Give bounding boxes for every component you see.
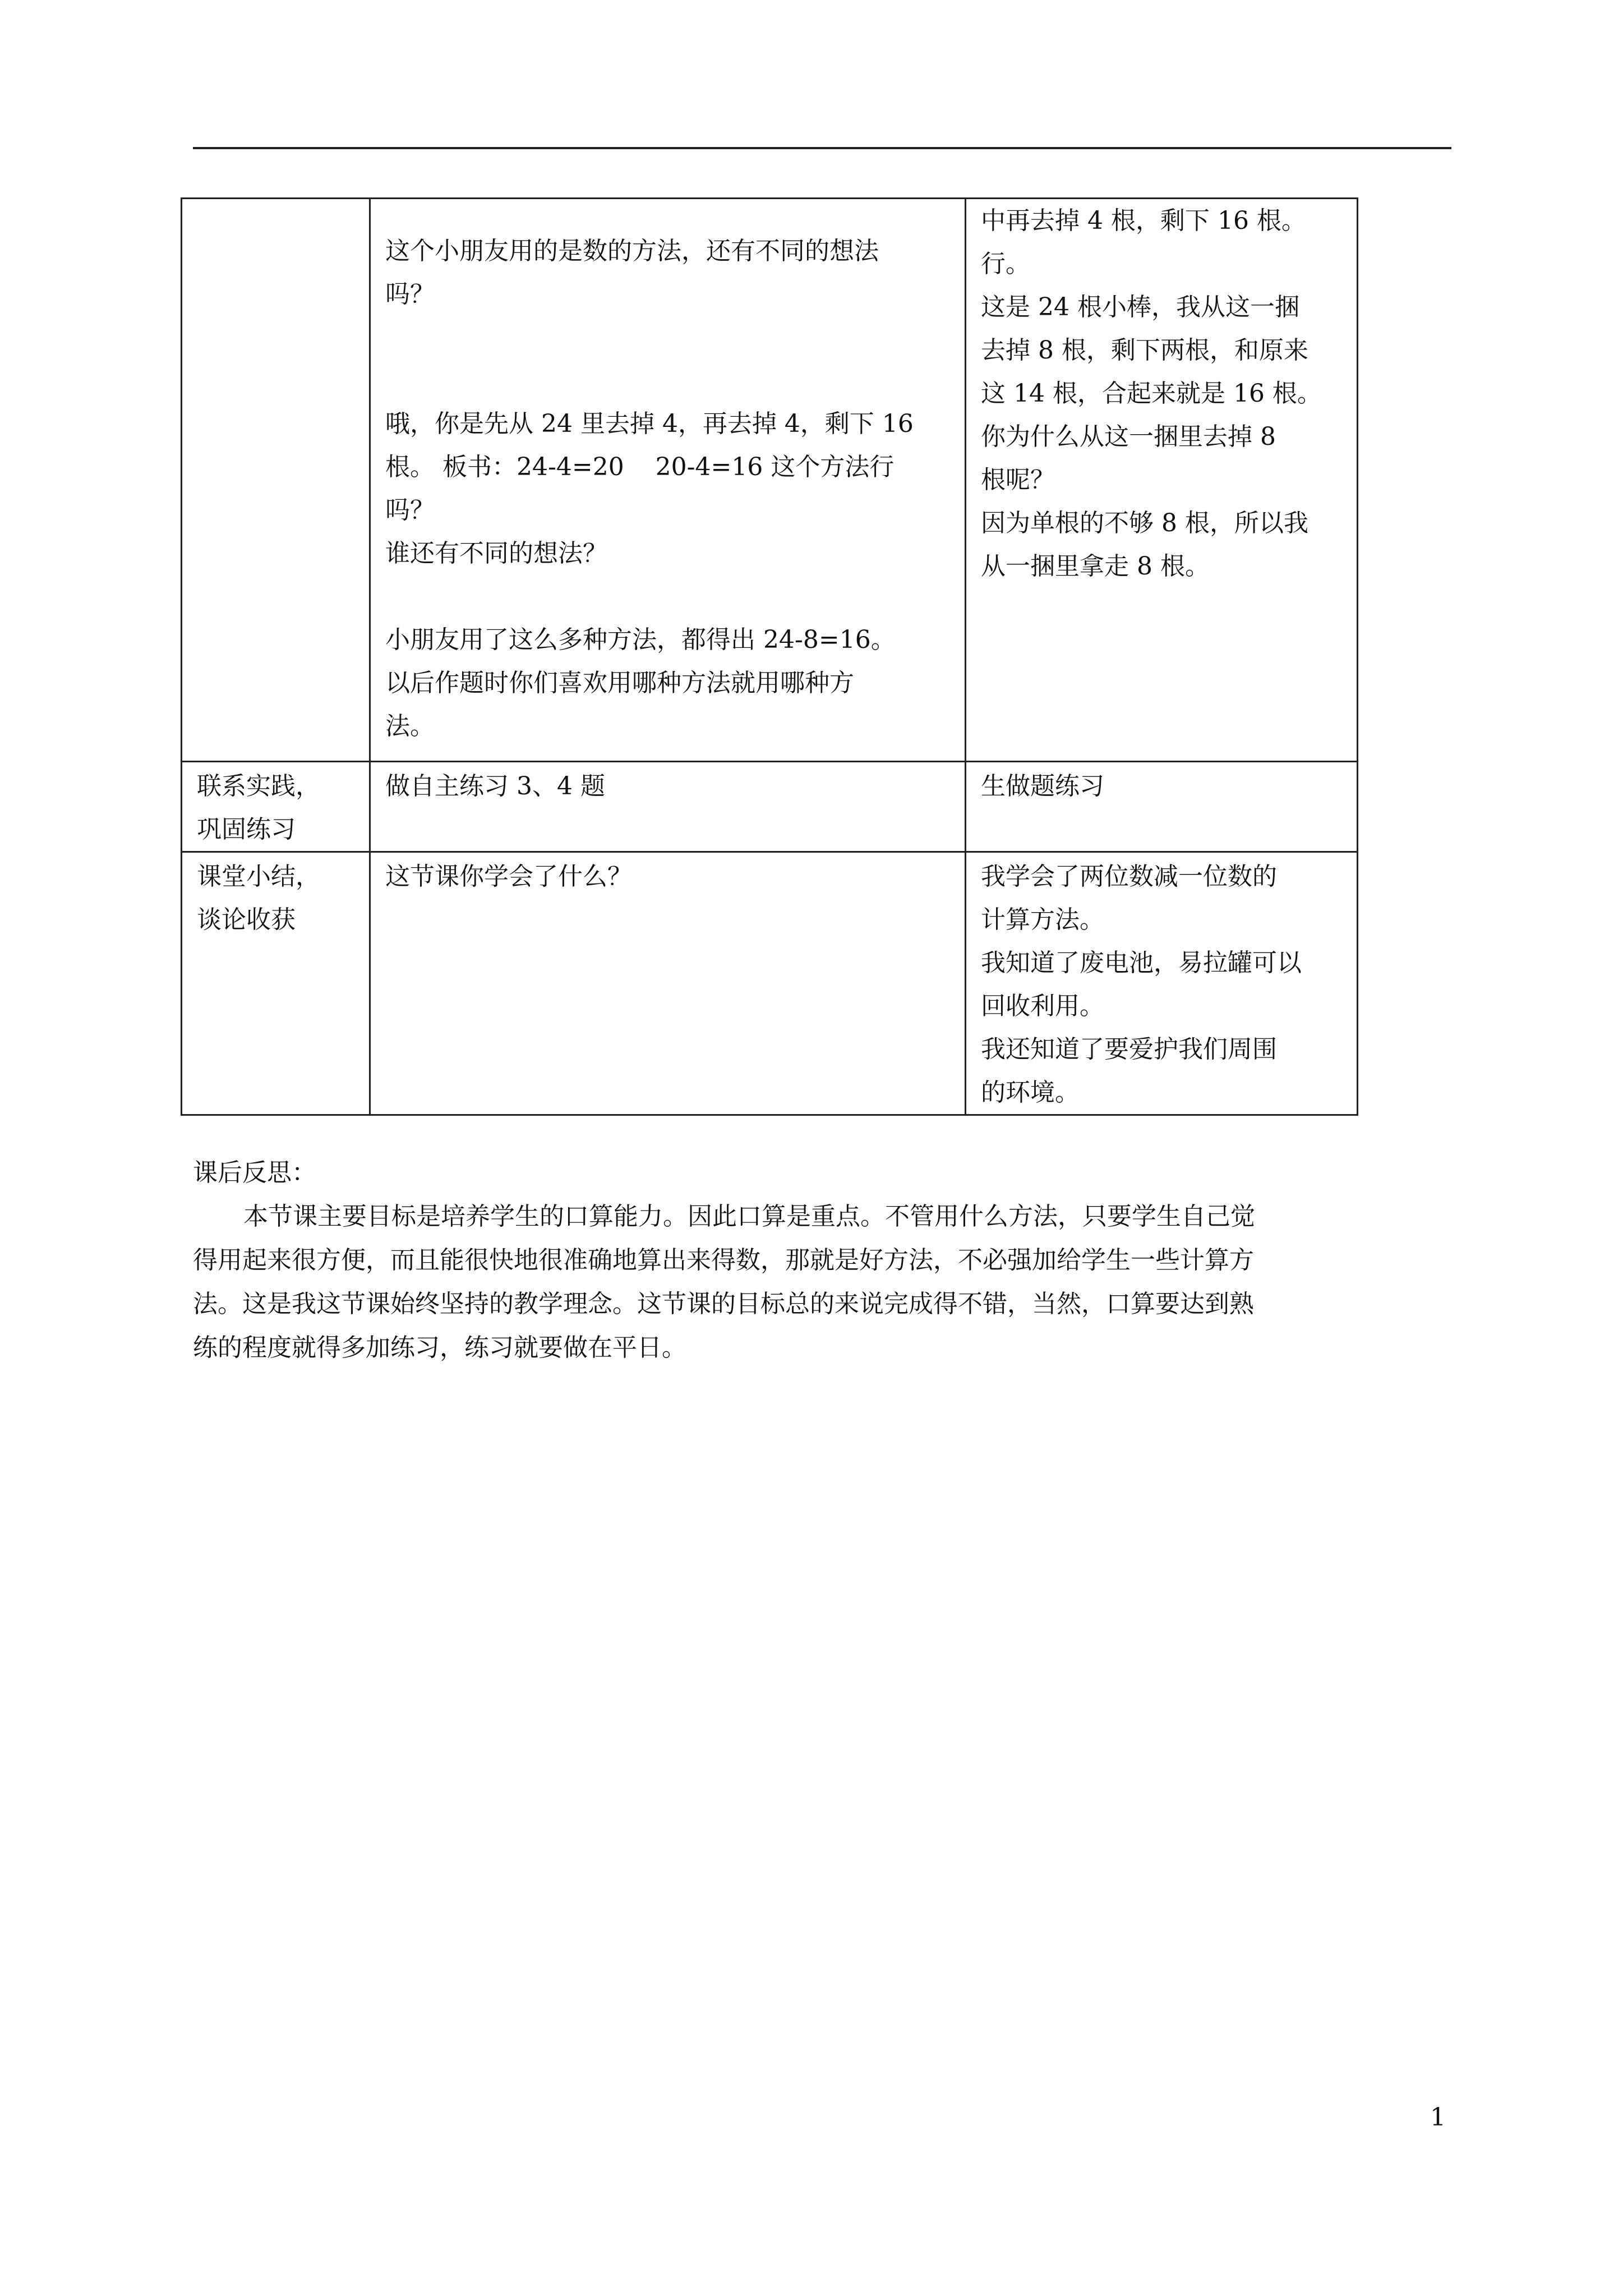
- page-number: 1: [1430, 2103, 1446, 2132]
- text-line: 谁还有不同的想法？: [385, 539, 607, 568]
- header-rule: [193, 147, 1451, 149]
- text-line: 巩固练习: [197, 815, 296, 844]
- text-line: 生做题练习: [981, 772, 1104, 800]
- reflection-paragraph-line: 练的程度就得多加练习，练习就要做在平日。: [193, 1333, 686, 1362]
- text-line: 以后作题时你们喜欢用哪种方法就用哪种方: [385, 669, 854, 697]
- text-line: 从一捆里拿走 8 根。: [981, 552, 1210, 581]
- text-line: 去掉 8 根，剩下两根，和原来: [981, 336, 1308, 365]
- text-line: [385, 316, 956, 359]
- text-line: 因为单根的不够 8 根，所以我: [981, 509, 1308, 537]
- text-line: 做自主练习 3、4 题: [385, 772, 605, 800]
- text-line: 这是 24 根小棒，我从这一捆: [981, 293, 1299, 321]
- text-line: [385, 359, 956, 402]
- reflection-paragraph-line: 本节课主要目标是培养学生的口算能力。因此口算是重点。不管用什么方法，只要学生自己觉: [243, 1202, 1255, 1231]
- reflection-paragraph-line: 法。这是我这节课始终坚持的教学理念。这节课的目标总的来说完成得不错，当然，口算要达到熟: [193, 1290, 1254, 1318]
- text-line: 吗？: [385, 496, 435, 524]
- text-line: 根呢？: [981, 466, 1055, 494]
- text-line: 课堂小结，: [197, 862, 320, 891]
- text-line: 计算方法。: [981, 905, 1104, 934]
- teacher-activity-cell: [370, 762, 966, 852]
- reflection-paragraph-line: 得用起来很方便，而且能很快地很准确地算出来得数，那就是好方法，不必强加给学生一些计算方: [193, 1246, 1254, 1274]
- table-row: [182, 852, 1358, 1115]
- text-line: [385, 575, 956, 618]
- reflection-section: [193, 1151, 1451, 1370]
- text-line: 根。 板书：24-4=20 20-4=16 这个方法行: [385, 453, 895, 481]
- table-row: [182, 762, 1358, 852]
- lesson-plan-table: [181, 197, 1358, 1116]
- text-line: 这节课你学会了什么？: [385, 862, 632, 891]
- text-line: 我还知道了要爱护我们周围: [981, 1035, 1277, 1064]
- stage-cell: [182, 762, 370, 852]
- text-line: 这个小朋友用的是数的方法，还有不同的想法: [385, 237, 879, 265]
- text-line: 谈论收获: [197, 905, 296, 934]
- text-line: 行。: [981, 250, 1030, 278]
- text-line: 我学会了两位数减一位数的: [981, 862, 1277, 891]
- text-line: 吗？: [385, 280, 435, 309]
- teacher-activity-cell: [370, 852, 966, 1115]
- text-line: 法。: [385, 712, 435, 740]
- student-activity-cell: [966, 762, 1358, 852]
- text-line: 这 14 根，合起来就是 16 根。: [981, 379, 1322, 408]
- text-line: 我知道了废电池，易拉罐可以: [981, 949, 1302, 977]
- reflection-title: 课后反思：: [193, 1158, 316, 1187]
- stage-cell: [182, 852, 370, 1115]
- text-line: 你为什么从这一捆里去掉 8: [981, 422, 1276, 451]
- text-line: 联系实践，: [197, 772, 320, 800]
- student-activity-cell: [966, 852, 1358, 1115]
- table-row: [182, 199, 1358, 762]
- text-line: 小朋友用了这么多种方法，都得出 24-8=16。: [385, 625, 896, 654]
- student-activity-cell: [966, 199, 1358, 762]
- teacher-activity-cell: [370, 199, 966, 762]
- text-line: 中再去掉 4 根，剩下 16 根。: [981, 206, 1306, 235]
- text-line: 的环境。: [981, 1078, 1080, 1107]
- text-line: 回收利用。: [981, 992, 1104, 1020]
- text-line: 哦，你是先从 24 里去掉 4，再去掉 4，剩下 16: [385, 409, 914, 438]
- stage-cell: [182, 199, 370, 762]
